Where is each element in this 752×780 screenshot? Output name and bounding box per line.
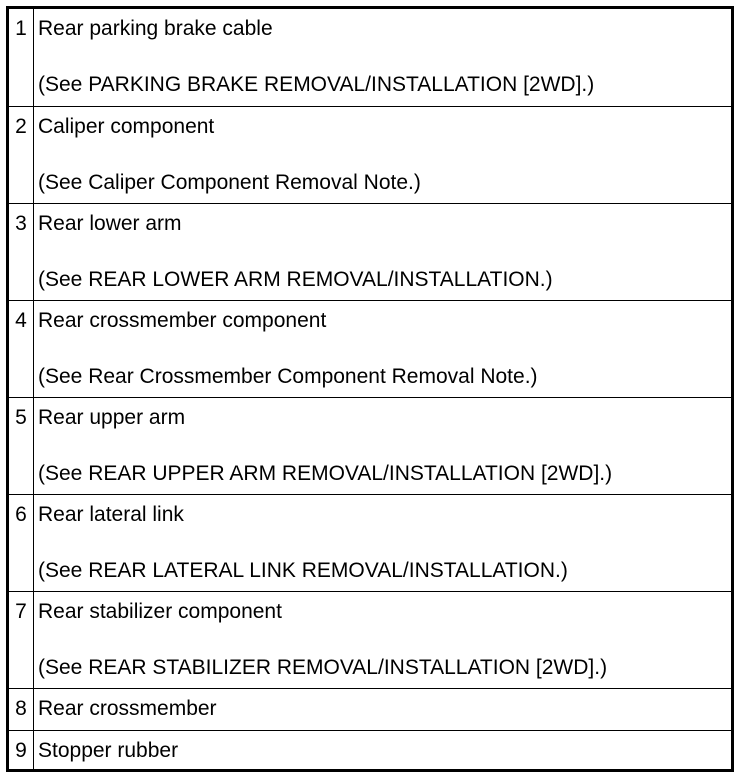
table-row (9, 730, 731, 772)
table-row (9, 591, 731, 688)
item-description-cell (34, 730, 732, 772)
table-row (9, 203, 731, 300)
item-name: Rear crossmember component (38, 308, 327, 332)
item-number: 3 (15, 211, 27, 235)
item-number-cell (9, 203, 34, 300)
item-number: 6 (15, 502, 27, 526)
parts-table (9, 9, 731, 772)
item-number: 8 (15, 696, 27, 720)
item-number-cell (9, 591, 34, 688)
item-description-cell (34, 591, 732, 688)
item-number: 7 (15, 599, 27, 623)
item-name: Rear stabilizer component (38, 599, 282, 623)
item-number-cell (9, 494, 34, 591)
item-number-cell (9, 397, 34, 494)
item-reference-link[interactable]: (See PARKING BRAKE REMOVAL/INSTALLATION [2WD].) (38, 73, 595, 96)
item-reference-link[interactable]: (See REAR STABILIZER REMOVAL/INSTALLATION [2WD].) (38, 655, 608, 679)
item-number: 5 (15, 405, 27, 429)
item-name: Caliper component (38, 114, 215, 138)
item-number-cell (9, 730, 34, 772)
item-name: Rear lateral link (38, 502, 184, 526)
item-description-cell (34, 9, 732, 106)
item-number: 4 (15, 308, 27, 332)
item-number: 1 (15, 17, 27, 40)
item-description-cell (34, 688, 732, 730)
table-row (9, 688, 731, 730)
item-reference-link[interactable]: (See REAR LOWER ARM REMOVAL/INSTALLATION.) (38, 267, 553, 291)
table-row (9, 397, 731, 494)
item-number-cell (9, 9, 34, 106)
item-description-cell (34, 203, 732, 300)
item-name: Stopper rubber (38, 738, 179, 762)
item-description-cell (34, 106, 732, 203)
item-reference-link[interactable]: (See Rear Crossmember Component Removal Note.) (38, 364, 538, 388)
table-row (9, 9, 731, 106)
item-name: Rear upper arm (38, 405, 186, 429)
item-name: Rear parking brake cable (38, 17, 273, 40)
table-row (9, 106, 731, 203)
item-name: Rear lower arm (38, 211, 182, 235)
item-number: 2 (15, 114, 27, 138)
item-description-cell (34, 300, 732, 397)
item-number: 9 (15, 738, 27, 762)
item-number-cell (9, 106, 34, 203)
item-description-cell (34, 397, 732, 494)
parts-table-frame (6, 6, 734, 772)
item-reference-link[interactable]: (See REAR LATERAL LINK REMOVAL/INSTALLATION.) (38, 558, 568, 582)
table-row (9, 300, 731, 397)
table-row (9, 494, 731, 591)
item-number-cell (9, 300, 34, 397)
item-number-cell (9, 688, 34, 730)
item-name: Rear crossmember (38, 696, 217, 720)
item-description-cell (34, 494, 732, 591)
item-reference-link[interactable]: (See Caliper Component Removal Note.) (38, 170, 421, 194)
item-reference-link[interactable]: (See REAR UPPER ARM REMOVAL/INSTALLATION [2WD].) (38, 461, 613, 485)
